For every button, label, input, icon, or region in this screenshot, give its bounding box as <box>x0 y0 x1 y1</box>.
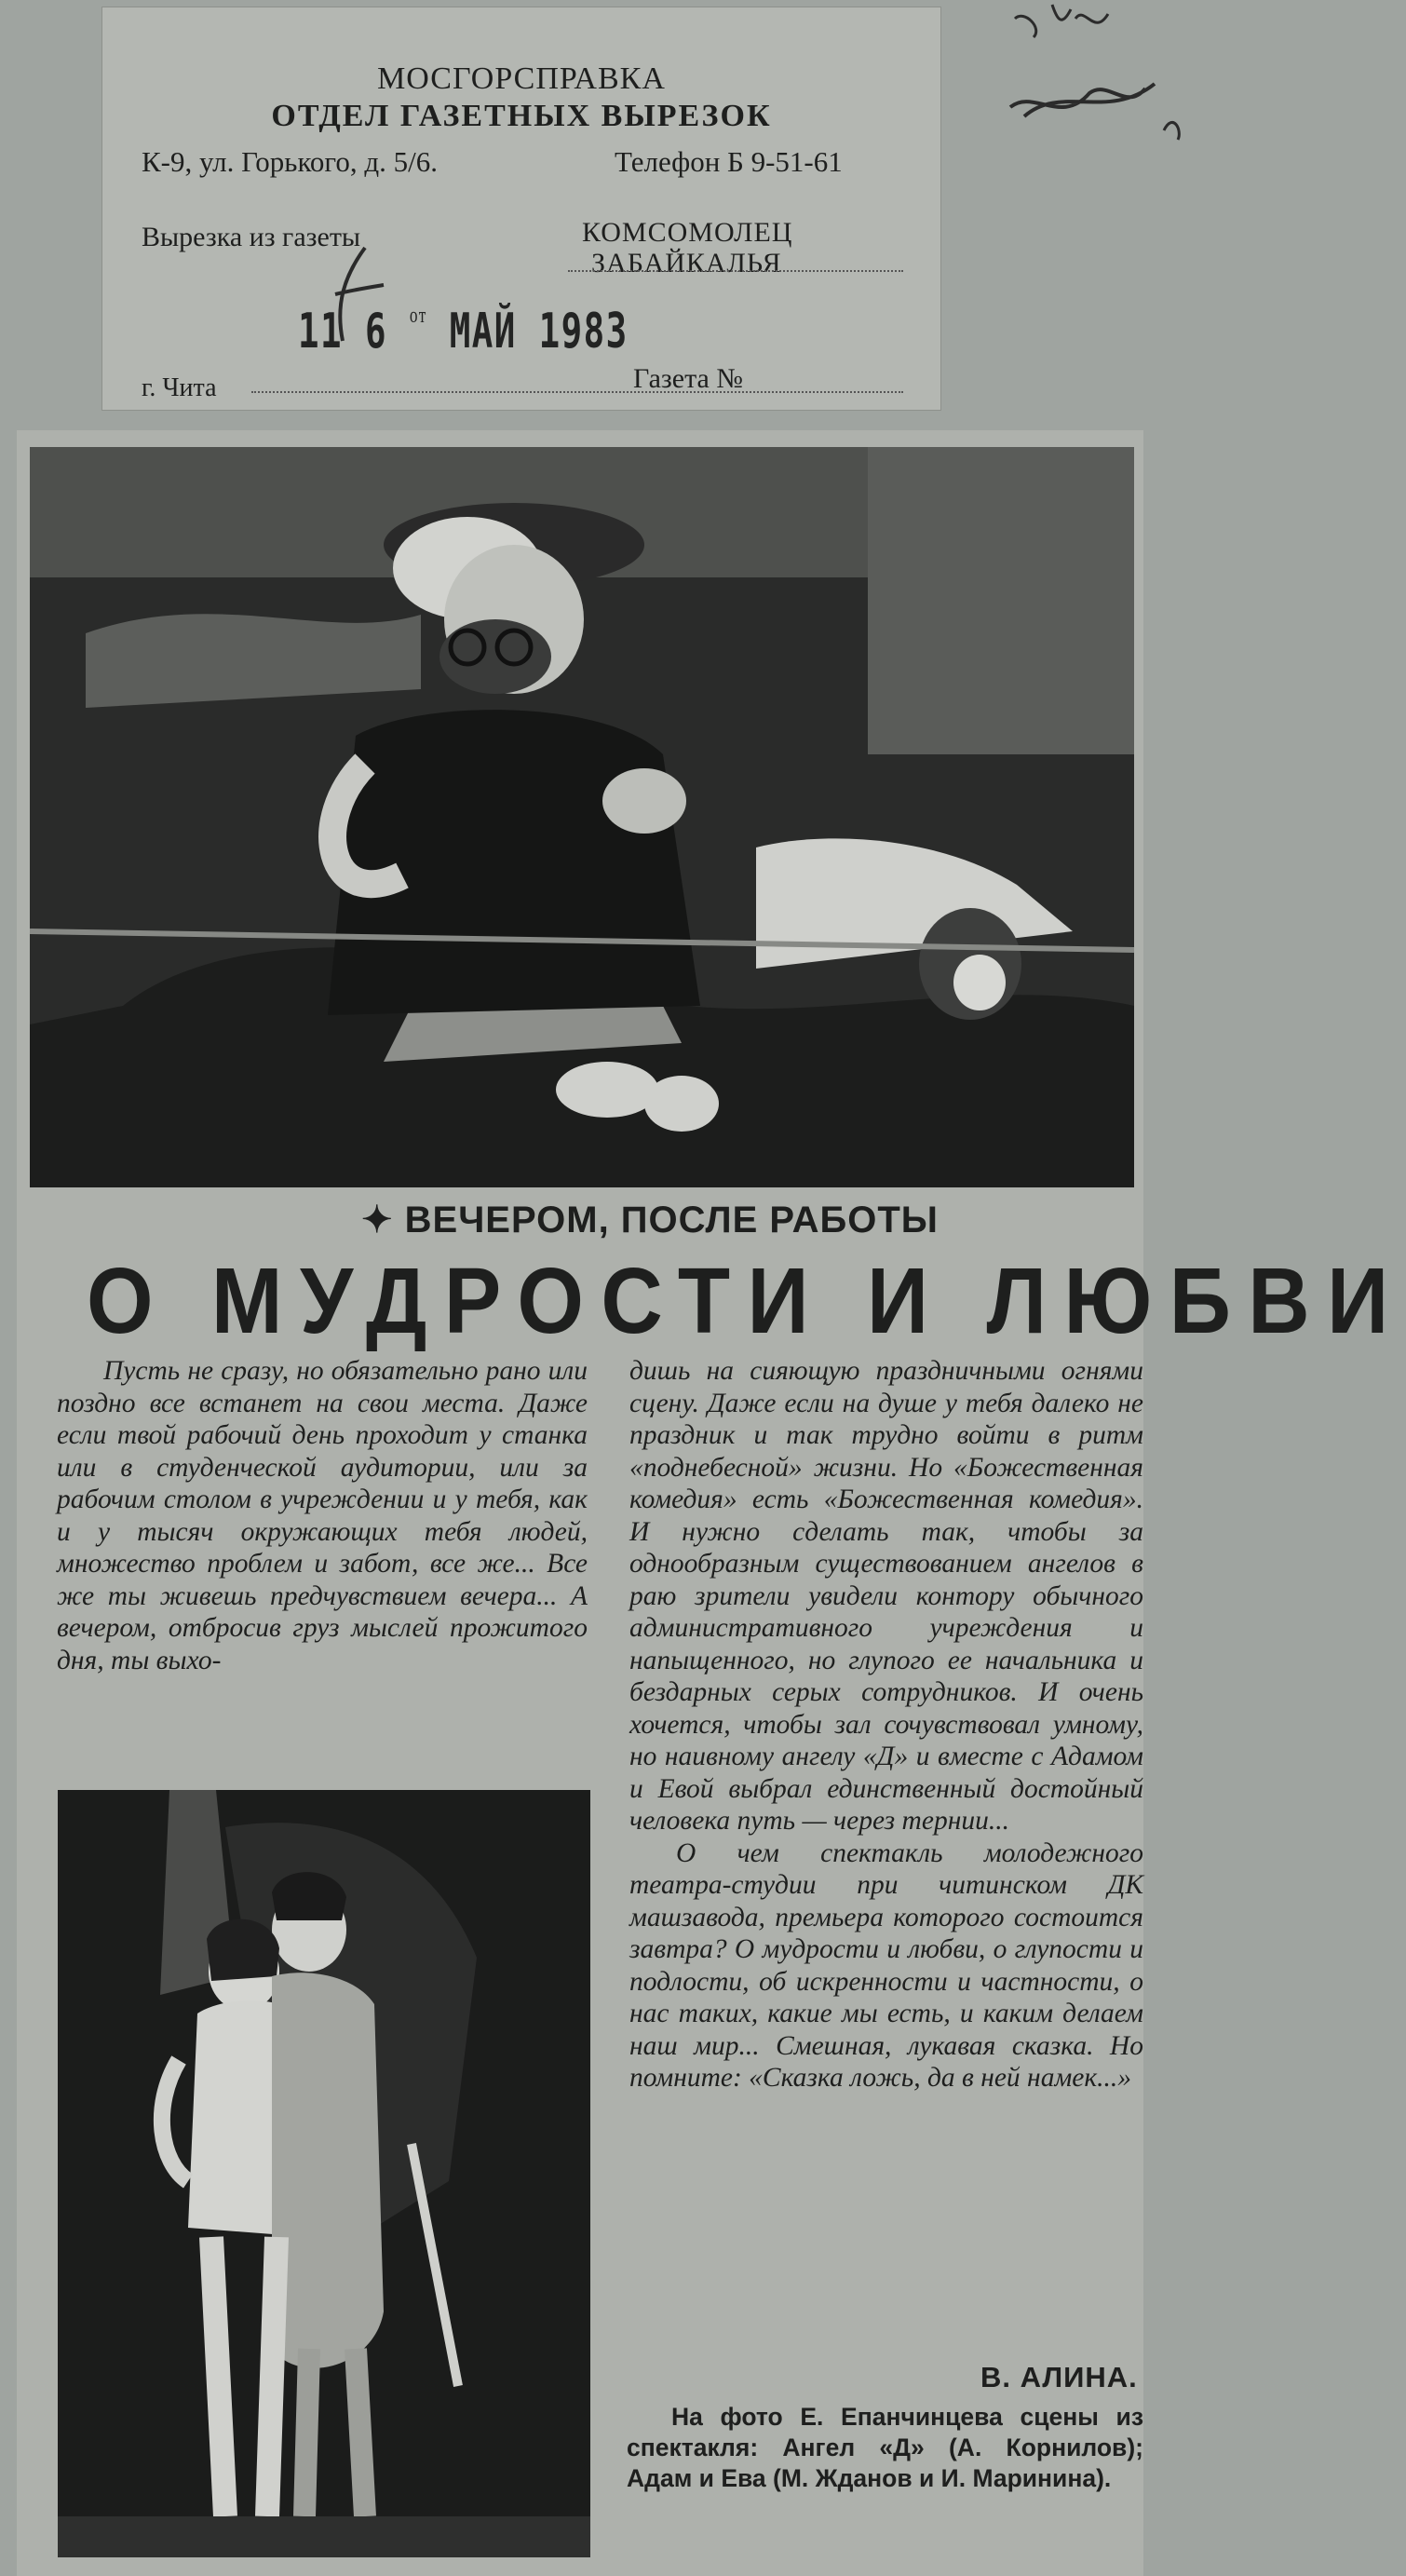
stage-photo-angel <box>30 447 1134 1187</box>
agency-name: МОСГОРСПРАВКА <box>377 61 666 96</box>
newspaper-name-line2: ЗАБАЙКАЛЬЯ <box>591 248 782 278</box>
handwritten-mark-icon <box>317 238 391 359</box>
newspaper-clipping <box>17 430 1406 2576</box>
divider <box>568 270 903 272</box>
handwritten-scribble-icon <box>1006 0 1183 149</box>
article-paragraph: дишь на сияющую праздничными огнями сцену. Даже если на душе у тебя далеко не праздник и так трудно войти в ритм «поднебесной» жизни. Но «Божественная комедия» есть «Божественная комедия». И нужно сделать так, чтобы за однообразным существованием ангелов в раю зрители увидели контору обычного административного учреждения и напыщенного, но глупого ее начальника и бездарных серых сотрудников. И очень хочется, чтобы зал сочувствовал умному, но наивному ангелу «Д» и вместе с Адамом и Евой выбрал единственный достойный человека путь — через тернии... <box>629 1356 1143 1836</box>
clip-source-label: Вырезка из газеты <box>142 222 361 252</box>
stage-photo-adam-eve <box>58 1790 590 2557</box>
photo-caption: На фото Е. Епанчинцева сцены из спектакля: Ангел «Д» (А. Корнилов); Адам и Ева (М. Жданов и И. Маринина). <box>627 2403 1143 2492</box>
city-label: г. Чита <box>142 373 217 402</box>
article-paragraph: О чем спектакль молодежного театра-студии при читинском ДК машзавода, премьера которого состоится завтра? О мудрости и любви, о глупости и подлости, об искренности и частности, о нас таких, какие мы есть, и каким делаем наш мир... Смешная, лукавая сказка. Но помните: «Сказка ложь, да в ней намек...» <box>629 1837 1143 2093</box>
department-name: ОТДЕЛ ГАЗЕТНЫХ ВЫРЕЗОК <box>271 99 772 133</box>
newspaper-number-label: Газета № <box>633 363 743 394</box>
article-headline: О МУДРОСТИ И ЛЮБВИ <box>87 1249 1406 1353</box>
date-stamp-value: МАЙ 1983 <box>449 304 629 359</box>
agency-phone: Телефон Б 9-51-61 <box>615 145 843 178</box>
article-rubric: ✦ ВЕЧЕРОМ, ПОСЛЕ РАБОТЫ <box>361 1200 939 1241</box>
article-author: В. АЛИНА. <box>980 2361 1138 2393</box>
date-from-label: от <box>409 304 427 328</box>
newspaper-name-line1: КОМСОМОЛЕЦ <box>582 217 793 248</box>
clipping-stamp <box>102 7 940 410</box>
divider <box>251 391 903 393</box>
article-column-right <box>629 1355 1143 2095</box>
agency-address: К-9, ул. Горького, д. 5/6. <box>142 145 439 178</box>
article-column-left: Пусть не сразу, но обязательно рано или поздно все встанет на свои места. Даже если твой рабочий день проходит у станка или в студенческой аудитории, или за рабочим столом в учреждении и у тебя, как и у тысяч окружающих тебя людей, множество проблем и забот, все же... Все же ты живешь предчувствием вечера... А вечером, отбросив груз мыслей прожитого дня, ты выхо- <box>57 1356 588 1675</box>
date-stamp-number: 11 6 <box>298 304 387 359</box>
